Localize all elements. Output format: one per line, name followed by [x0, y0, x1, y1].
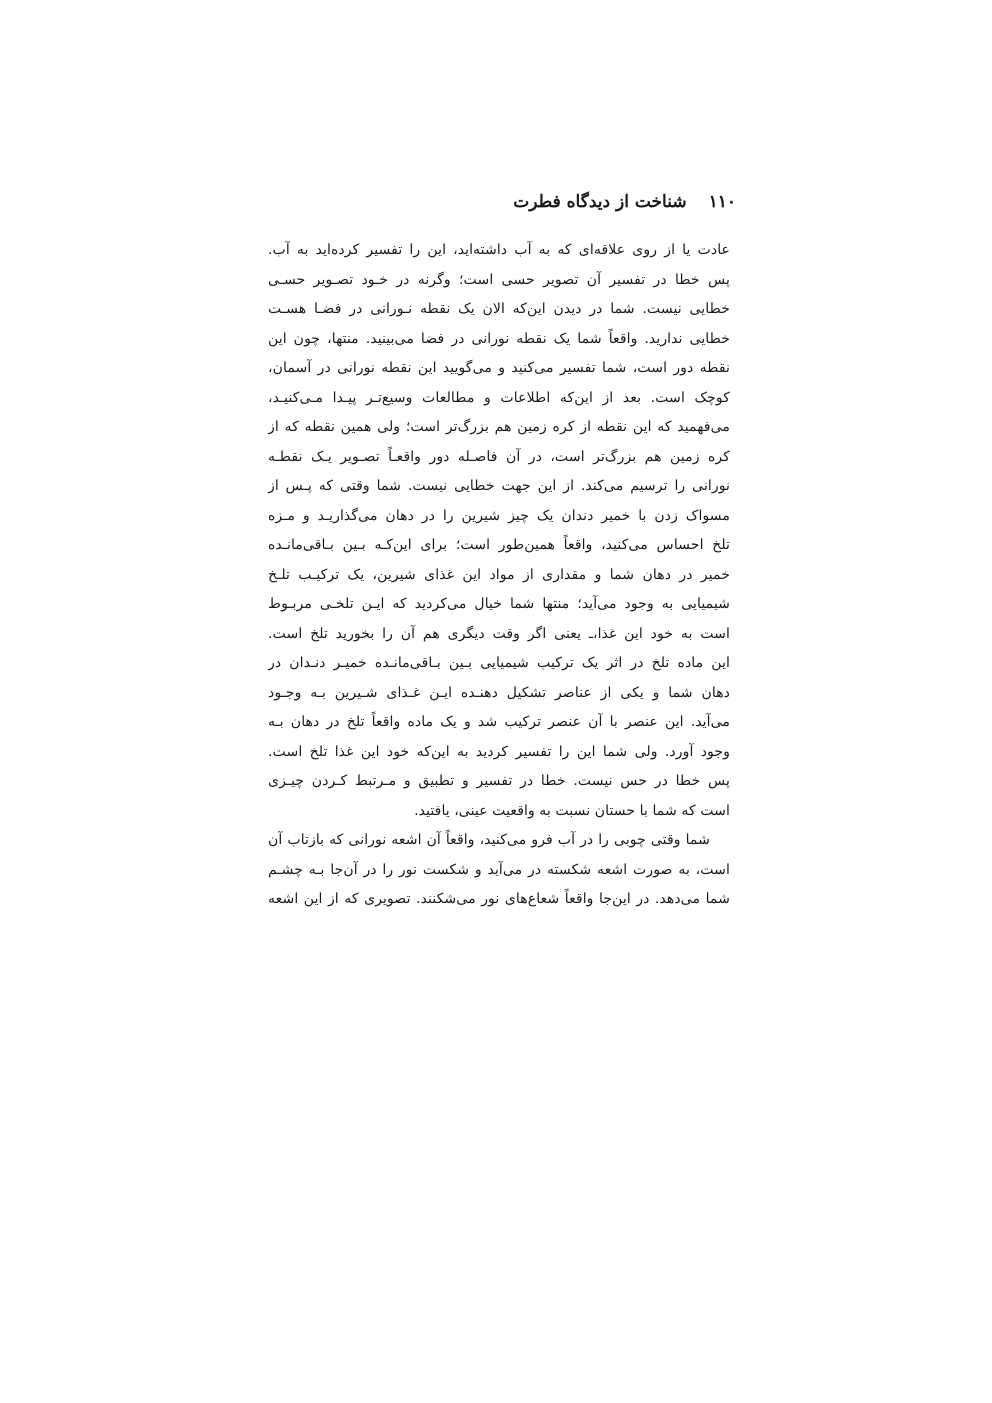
text-line: نورانی را ترسیم می‌کند. از این جهت خطایی نیست. شما وقتی که پـس از [268, 478, 730, 494]
text-line: شما می‌دهد. در این‌جا واقعاً شعاع‌های نور می‌شکنند. تصویری که از این اشعه [268, 891, 730, 907]
text-line: است به خود این غذا،ـ یعنی اگر وقت دیگری هم آن را بخورید تلخ است. [268, 625, 730, 642]
text-line: خمیر در دهان شما و مقداری از مواد این غذای شیرین، یک ترکیـب تلـخ [268, 566, 730, 583]
text-line: کوچک است. بعد از این‌که اطلاعات و مطالعات وسیع‌تـر پیـدا مـی‌کنیـد، [268, 389, 730, 406]
text-line: شیمیایی به وجود می‌آید؛ منتها شما خیال می‌کردید که ایـن تلخـی مربـوط [268, 596, 730, 612]
text-line: این ماده تلخ در اثر یک ترکیب شیمیایی بـین بـاقی‌مانـده خمیـر دنـدان در [268, 655, 730, 671]
running-header [513, 192, 736, 212]
text-line: می‌آید. این عنصر با آن عنصر ترکیب شد و یک ماده واقعاً تلخ در دهان بـه [268, 714, 730, 730]
running-title: شناخت از دیدگاه فطرت [513, 192, 687, 212]
text-line: خطایی ندارید. واقعاً شما یک نقطه نورانی در فضا می‌بینید. منتها، چون این [268, 330, 730, 347]
text-line: تلخ احساس می‌کنید، واقعاً همین‌طور است؛ برای این‌کـه بـین بـاقی‌مانـده [268, 537, 730, 553]
text-line: خطایی نیست. شما در دیدن این‌که الان یک نقطه نـورانی در فضـا هسـت [268, 301, 730, 317]
text-line: است، به صورت اشعه شکسته در می‌آید و شکست نور را در آن‌جا بـه چشـم [268, 861, 730, 878]
paragraph-2 [268, 826, 730, 915]
text-line: است که شما با حستان نسبت به واقعیت عینی، یافتید. [414, 802, 730, 819]
text-line: کره زمین هم بزرگ‌تر است، در آن فاصـله دور واقعـاً تصـویر یـک نقطـه [268, 448, 730, 465]
text-line: می‌فهمید که این نقطه از کره زمین هم بزرگ‌تر است؛ ولی همین نقطه که از [268, 419, 730, 435]
text-line: نقطه دور است، شما تفسیر می‌کنید و می‌گویید این نقطه نورانی در آسمان، [268, 360, 730, 376]
text-line: وجود آورد. ولی شما این را تفسیر کردید به این‌که خود این غذا تلخ است. [268, 743, 730, 760]
text-line: مسواک زدن با خمیر دندان یک چیز شیرین را در دهان می‌گذاریـد و مـزه [268, 507, 730, 524]
body-text [268, 236, 730, 915]
page-number: ۱۱۰ [708, 192, 736, 212]
text-line: دهان شما و یکی از عناصر تشکیل دهنـده ایـن غـذای شـیرین بـه وجـود [268, 684, 730, 701]
paragraph-1 [268, 236, 730, 826]
text-line: پس خطا در تفسیر آن تصویر حسی است؛ وگرنه در خـود تصـویر حسـی [268, 271, 730, 288]
text-line: پس خطا در حس نیست. خطا در تفسیر و تطبیق و مـرتبط کـردن چیـزی [268, 773, 730, 789]
text-line: عادت یا از روی علاقه‌ای که به آب داشته‌اید، این را تفسیر کرده‌اید به آب. [268, 242, 730, 258]
text-line: شما وقتی چوبی را در آب فرو می‌کنید، واقعاً آن اشعه نورانی که بازتاب آن [268, 832, 710, 848]
